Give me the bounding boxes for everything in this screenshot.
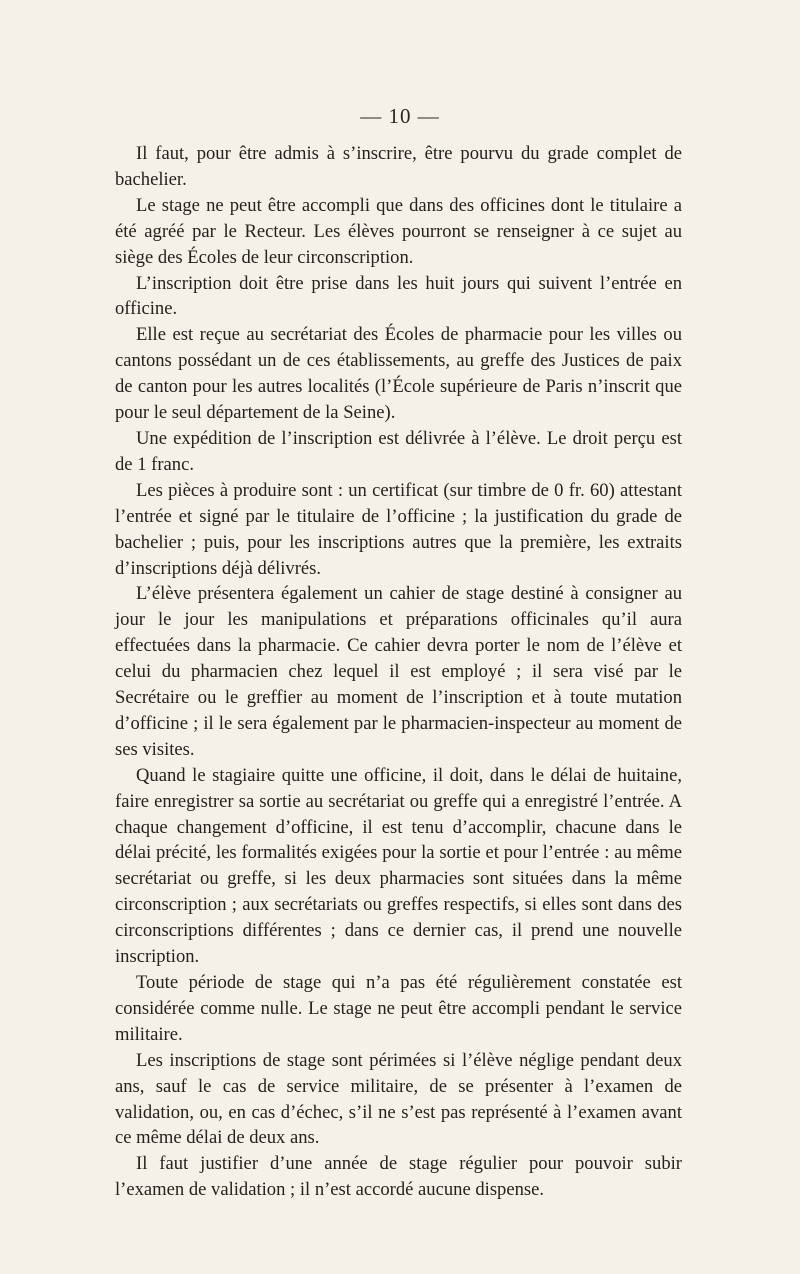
- body-text: [115, 141, 682, 1203]
- page-number: — 10 —: [360, 104, 440, 128]
- paragraph-required-documents: Les pièces à produire sont : un certificat (sur timbre de 0 fr. 60) attestant l’entrée et signé par le titulaire de l’officine ; la justification du grade de bachelier ; puis, pour les inscriptions autres que la première, les extraits d’inscriptions déjà délivrés.: [115, 479, 682, 579]
- paragraph-internship-notebook: L’élève présentera également un cahier de stage destiné à consigner au jour le jour les manipulations et préparations officinales qu’il aura effectuées dans la pharmacie. Ce cahier devra porter le nom de l’élève et celui du pharmacien chez lequel il est employé ; il sera visé par le Secrétaire ou le greffier au moment de l’inscription et à toute mutation d’officine ; il le sera également par le pharmacien-inspecteur au moment de ses visites.: [115, 583, 682, 760]
- paragraph-expiry: Les inscriptions de stage sont périmées si l’élève néglige pendant deux ans, sauf le cas de service militaire, de se présenter à l’examen de validation, ou, en cas d’échec, s’il ne s’est pas représenté à l’examen avant ce même délai de deux ans.: [115, 1049, 682, 1149]
- paragraph-approved-pharmacies: Le stage ne peut être accompli que dans des officines dont le titulaire a été agréé par le Recteur. Les élèves pourront se renseigner à ce sujet au siège des Écoles de leur circonscription.: [115, 194, 682, 268]
- paragraph-leaving-pharmacy: Quand le stagiaire quitte une officine, il doit, dans le délai de huitaine, faire enregistrer sa sortie au secrétariat ou greffe qui a enregistré l’entrée. A chaque changement d’officine, il est tenu d’accomplir, chacune dans le délai précité, les formalités exigées pour la sortie et pour l’entrée : au même secrétariat ou greffe, si les deux pharmacies sont situées dans la même circonscription ; aux secrétariats ou greffes respectifs, si elles sont dans des circonscriptions différentes ; dans ce dernier cas, il prend une nouvelle inscription.: [115, 764, 682, 968]
- paragraph-registration-deadline: L’inscription doit être prise dans les huit jours qui suivent l’entrée en officine.: [115, 272, 682, 320]
- paragraph-null-periods: Toute période de stage qui n’a pas été régulièrement constatée est considérée comme nulle. Le stage ne peut être accompli pendant le service militaire.: [115, 972, 682, 1045]
- paragraph-validation-exam: Il faut justifier d’une année de stage régulier pour pouvoir subir l’examen de validation ; il n’est accordé aucune dispense.: [115, 1153, 682, 1201]
- paragraph-registration-fee: Une expédition de l’inscription est délivrée à l’élève. Le droit perçu est de 1 franc.: [115, 427, 682, 475]
- paragraph-registration-office: Elle est reçue au secrétariat des Écoles de pharmacie pour les villes ou cantons possédant un de ces établissements, au greffe des Justices de paix de canton pour les autres localités (l’École supérieure de Paris n’inscrit que pour le seul département de la Seine).: [115, 324, 682, 424]
- paragraph-admission-requirement: Il faut, pour être admis à s’inscrire, être pourvu du grade complet de bachelier.: [115, 143, 682, 190]
